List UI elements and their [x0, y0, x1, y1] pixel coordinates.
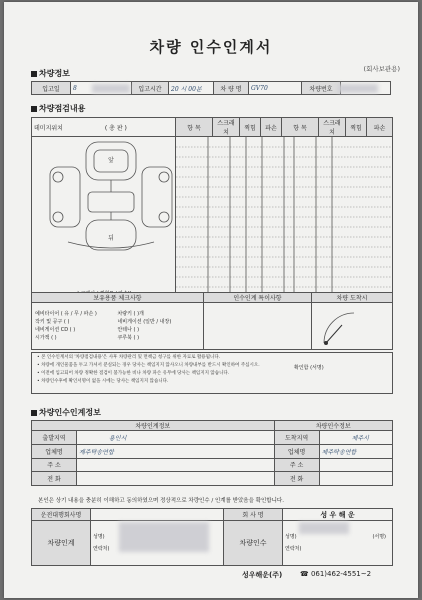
notes-panel-header: 인수인계 특이사항 — [203, 293, 311, 303]
damage-grid — [176, 137, 393, 300]
section-handover: 차량인수인계정보 — [31, 407, 101, 418]
note-line: • 차량인수후에 확인서명이 없을 시에는 당사는 책임지지 않습니다. — [37, 379, 169, 384]
date-value: 8 — [71, 82, 132, 95]
depart-label: 출발지역 — [32, 431, 77, 445]
right-address-label: 주 소 — [274, 458, 319, 472]
front-label: 앞 — [108, 157, 114, 164]
rear-label: 뒤 — [108, 235, 114, 242]
redacted-receive — [299, 522, 349, 534]
right-phone-label: 전 화 — [274, 472, 319, 486]
agency-label: 운전대행회사명 — [32, 509, 91, 521]
right-phone-value — [319, 472, 392, 486]
checklist-item: 차량키 ( )개 — [117, 311, 144, 317]
notes-panel-body — [203, 303, 311, 350]
handover-table — [31, 420, 393, 486]
section-inspection: 차량점검내용 — [31, 103, 85, 114]
checklist-item: 예비타이어 ( 유 / 무 / 파손 ) — [35, 311, 97, 317]
model-value: GV70 — [249, 82, 302, 95]
confirm-label: 확인함 (서명) — [294, 365, 324, 371]
checklist-item: 쿠루북 ( ) — [117, 335, 140, 341]
date-label: 입고일 — [32, 82, 71, 95]
damage-grid-lines — [176, 137, 392, 297]
note-line: • 이전에 입고되어 차량 정확한 점검이 불가능한 비나 차량 파손 유무에 당사는 책임지지 않습니다. — [37, 371, 230, 376]
confirm-sentence: 본인은 상기 내용을 충분히 이해하고 동의하였으며 정상적으로 차량인수 / 인계를 받았음을 확인합니다. — [38, 498, 284, 504]
col-break-2: 파손 — [367, 118, 393, 137]
handover-sign-label: 차량인계 — [32, 521, 91, 566]
right-company-value: 제주탁송연합 — [319, 444, 392, 458]
checklist-header: 보유용품 체크사항 — [32, 293, 204, 303]
col-item-2: 항 목 — [282, 118, 319, 137]
checklist-items — [32, 303, 204, 350]
keep-label: (회사보관용) — [363, 65, 400, 73]
redacted-plate — [338, 84, 378, 93]
right-address-value — [319, 458, 392, 472]
checklist-item: 안테나 ( ) — [117, 327, 140, 333]
handover-sign-cell: 성명) 연락처) — [91, 521, 224, 566]
left-phone-label: 전 화 — [32, 472, 77, 486]
footer-company: 성우해운(주) — [242, 571, 283, 579]
vehicle-info-table — [31, 81, 391, 95]
checklist-item: 작키 및 공구 ( ) — [35, 319, 70, 325]
checklist-item: 시가잭 ( ) — [35, 335, 57, 341]
checklist-table — [31, 292, 393, 350]
receive-sign-label: 차량인수 — [224, 521, 283, 566]
col-dent-1: 찍힘 — [240, 118, 261, 137]
company-value: 성 우 해 운 — [283, 509, 393, 521]
plate-label: 차량번호 — [302, 82, 341, 95]
arrive-value: 제주시 — [319, 431, 392, 445]
note-line: • 본 인수인계서의 '차량점검내용'은 사후 차량관리 및 면책금 청구를 위한 자료로 활용됩니다. — [37, 355, 221, 360]
col-scratch-1: 스크래치 — [213, 118, 240, 137]
document-title: 차량 인수인계서 — [149, 38, 273, 56]
left-company-value: 제주탁송연합 — [77, 444, 275, 458]
time-value: 20 시 00분 — [169, 82, 214, 95]
col-scratch-2: 스크래치 — [319, 118, 346, 137]
agency-value — [91, 509, 224, 521]
right-company-label: 업체명 — [274, 444, 319, 458]
redacted-date — [92, 84, 130, 93]
left-address-label: 주 소 — [32, 458, 77, 472]
checklist-item: 네비게이션 CD ( ) — [35, 327, 76, 333]
company-label: 회 사 명 — [224, 509, 283, 521]
receive-sign-cell: 성명) (서명) 연락처) — [283, 521, 393, 566]
document-page — [4, 2, 418, 598]
checklist-item: 네비게이션 (일반 / 내장) — [117, 319, 172, 325]
section-vehicle-info: 차량정보 — [31, 68, 70, 79]
fuel-gauge-icon — [314, 303, 390, 347]
handover-right-header: 차량인수정보 — [274, 421, 392, 431]
handover-left-header: 차량인계정보 — [32, 421, 275, 431]
col-dent-2: 찍힘 — [346, 118, 367, 137]
arrive-label: 도착지역 — [274, 431, 319, 445]
notes-box — [31, 352, 393, 394]
model-label: 차 량 명 — [214, 82, 249, 95]
left-company-label: 업체명 — [32, 444, 77, 458]
car-diagram — [38, 132, 183, 262]
redacted-handover — [119, 522, 209, 552]
depart-value: 용인시 — [77, 431, 275, 445]
note-line: • 차량에 개인물품을 두고 가셔서 분실되는 경우 당사는 책임지지 않사오니 차량내부를 반드시 확인하여 주십시오. — [37, 363, 260, 368]
left-address-value — [77, 458, 275, 472]
damage-header: 데미지위치 ( 총 판 ) — [32, 118, 176, 137]
signature-table — [31, 508, 393, 566]
col-item-1: 항 목 — [176, 118, 213, 137]
fuel-gauge-cell — [312, 303, 393, 350]
col-break-1: 파손 — [261, 118, 282, 137]
left-phone-value — [77, 472, 275, 486]
time-label: 입고시간 — [132, 82, 169, 95]
fuel-panel-header: 차량 도착시 — [312, 293, 393, 303]
footer-phone: ☎ 061)462-4551~2 — [300, 570, 372, 578]
